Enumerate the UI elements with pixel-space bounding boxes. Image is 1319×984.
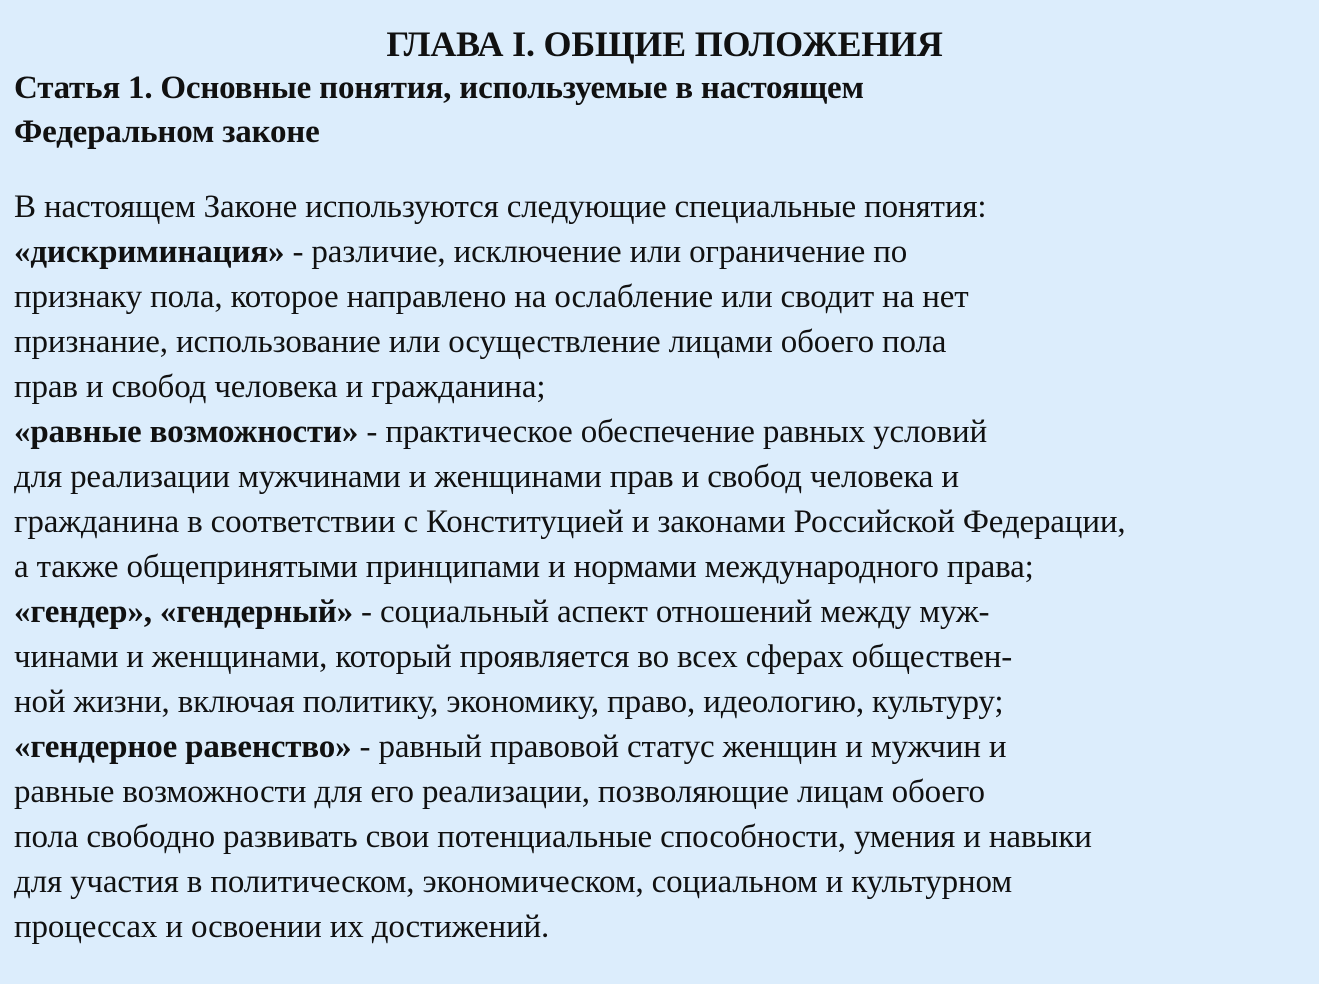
definition-line: ной жизни, включая политику, экономику, право, идеологию, культуру; (14, 684, 1004, 720)
article-body (14, 185, 1305, 950)
definition-term: «дискриминация» (14, 234, 285, 270)
definition-first-line (14, 410, 1305, 455)
definition-line: процессах и освоении их достижений. (14, 909, 550, 945)
definition-discrimination (14, 230, 1305, 410)
definition-line: для реализации мужчинами и женщинами прав и свобод человека и (14, 459, 959, 495)
definition-line: для участия в политическом, экономическом, социальном и культурном (14, 864, 1012, 900)
definition-text: - практическое обеспечение равных условий (358, 414, 988, 450)
definition-line: прав и свобод человека и гражданина; (14, 369, 546, 405)
definition-line: а также общепринятыми принципами и нормами международного права; (14, 549, 1034, 585)
definition-text: - различие, исключение или ограничение по (284, 234, 908, 270)
definition-text: - социальный аспект отношений между муж- (352, 594, 990, 630)
definition-first-line (14, 725, 1305, 770)
article-title-line: Статья 1. Основные понятия, используемые в настоящем (14, 70, 864, 106)
definition-line: равные возможности для его реализации, позволяющие лицам обоего (14, 774, 985, 810)
article-title (14, 66, 1305, 154)
definition-equal-opportunities (14, 410, 1305, 590)
chapter-title: ГЛАВА I. ОБЩИЕ ПОЛОЖЕНИЯ (386, 24, 943, 64)
definition-line: признание, использование или осуществление лицами обоего пола (14, 324, 947, 360)
definition-term: «гендер», «гендерный» (14, 594, 353, 630)
definition-first-line (14, 230, 1305, 275)
intro-text: В настоящем Законе используются следующие специальные понятия: (14, 189, 987, 225)
definition-line: чинами и женщинами, который проявляется во всех сферах обществен- (14, 639, 1013, 675)
article-title-line: Федеральном законе (14, 114, 320, 150)
definition-line: пола свободно развивать свои потенциальные способности, умения и навыки (14, 819, 1092, 855)
definition-term: «равные возможности» (14, 414, 359, 450)
definition-first-line (14, 590, 1305, 635)
definition-gender (14, 590, 1305, 725)
definition-term: «гендерное равенство» (14, 729, 352, 765)
definition-text: - равный правовой статус женщин и мужчин и (351, 729, 1007, 765)
definition-gender-equality (14, 725, 1305, 950)
definition-line: гражданина в соответствии с Конституцией и законами Российской Федерации, (14, 504, 1126, 540)
definition-line: признаку пола, которое направлено на ослабление или сводит на нет (14, 279, 969, 315)
